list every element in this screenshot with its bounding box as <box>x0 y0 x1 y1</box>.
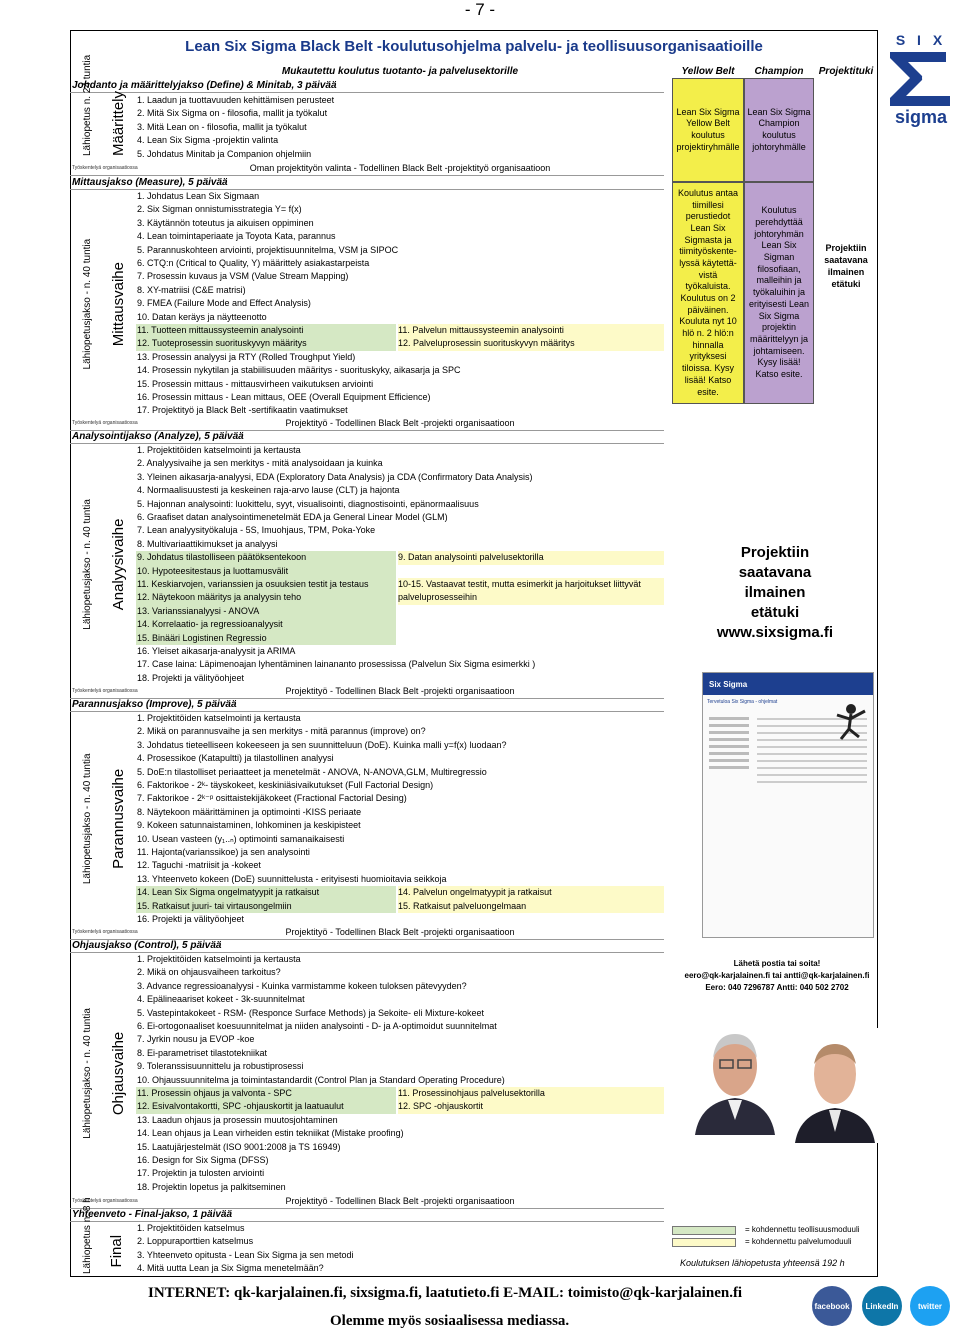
row-text: 8. XY-matriisi (C&E matrisi) <box>137 284 246 295</box>
column-champion: Champion <box>754 66 804 77</box>
table-row <box>136 378 664 391</box>
table-row <box>136 725 664 738</box>
table-row <box>136 203 664 216</box>
row-text: 4. Lean toimintaperiaate ja Toyota Kata, parannus <box>137 231 336 242</box>
table-row <box>136 364 664 377</box>
table-row <box>136 806 664 819</box>
row-text: 9. Johdatus tilastolliseen päätöksentekoon <box>136 551 396 564</box>
table-row <box>136 966 664 979</box>
sigma-icon <box>884 48 958 110</box>
org-work-line <box>70 1195 664 1208</box>
row-text: 14. Korrelaatio- ja regressioanalyysit <box>136 618 396 631</box>
row-text: 2. Analyysivaihe ja sen merkitys - mitä analysoidaan ja kuinka <box>137 458 383 469</box>
row-text: 1. Johdatus Lean Six Sigmaan <box>137 191 260 201</box>
section-header: Parannusjakso (Improve), 5 päivää <box>72 699 237 710</box>
table-row <box>136 538 664 551</box>
table-row <box>136 1007 664 1020</box>
row-text: 3. Advance regressioanalyysi - Kuinka varmistamme kokeen tuloksen pätevyyden? <box>137 980 467 991</box>
section-side-label: Lähiopetusjakso - n. 40 tuntia <box>82 753 93 885</box>
website-screenshot <box>702 672 874 938</box>
table-row <box>136 337 664 350</box>
table-row <box>136 217 664 230</box>
section-phase-label: Ohjausvaihe <box>110 1031 127 1116</box>
table-row <box>136 618 664 631</box>
row-text: 15. Binääri Logistinen Regressio <box>136 632 396 645</box>
contact-info <box>672 958 882 994</box>
table-row <box>136 257 664 270</box>
contact-emails[interactable]: eero@qk-karjalainen.fi tai antti@qk-karjalainen.fi <box>684 971 870 980</box>
person-icon <box>790 1028 880 1143</box>
table-row <box>136 1127 664 1140</box>
column-yellow-belt: Yellow Belt <box>681 66 735 77</box>
table-row <box>136 672 664 685</box>
table-row <box>136 524 664 537</box>
org-work-text: Projektityö - Todellinen Black Belt -projekti organisaatioon <box>285 927 515 937</box>
table-row <box>136 444 664 457</box>
row-text: 14. Lean Six Sigma ongelmatyypit ja ratkaisut <box>136 886 396 899</box>
row-text: 18. Projektin lopetus ja palkitseminen <box>137 1181 286 1192</box>
org-work-label: Työskentelyä organisaatiossa <box>72 165 138 171</box>
row-text: 10. Datan keräys ja näytteenotto <box>137 311 267 322</box>
section-header: Ohjausjakso (Control), 5 päivää <box>72 940 222 951</box>
row-text: 16. Prosessin mittaus - Lean mittaus, OEE (Overall Equipment Efficience) <box>137 392 431 402</box>
table-row <box>136 792 664 805</box>
row-text: 11. Hajonta(varianssikoe) ja sen analysointi <box>137 847 310 857</box>
table-row <box>136 244 664 257</box>
row-text: 6. CTQ:n (Critical to Quality, Y) määrittely asiakastarpeista <box>137 258 370 268</box>
facebook-icon[interactable]: facebook <box>812 1286 852 1326</box>
row-text: 13. Yhteenveto kokeen (DoE) suunnittelusta - erityisesti huomioitavia seikkoja <box>137 873 447 884</box>
section-phase-label: Parannusvaihe <box>110 769 127 870</box>
row-text: 17. Projektityö ja Black Belt -sertifikaatin vaatimukset <box>137 405 348 416</box>
row-text: 3. Käytännön toteutus ja aikuisen oppiminen <box>137 217 314 228</box>
row-text: 5. Johdatus Minitab ja Companion ohjelmiin <box>137 148 312 159</box>
row-text: 6. Faktorikoe - 2ᵏ- täyskokeet, keskiniäsivaikutukset (Full Factorial Design) <box>137 780 434 790</box>
table-row <box>136 107 664 120</box>
table-row <box>136 284 664 297</box>
website-heading: Tervetuloa Six Sigma - ohjelmat <box>707 699 778 705</box>
page-title: Lean Six Sigma Black Belt -koulutusohjelma palvelu- ja teollisuusorganisaatioille <box>185 38 763 55</box>
table-row <box>136 121 664 134</box>
section-phase-label: Määrittely <box>110 90 127 156</box>
section-phase-label: Analyysivaihe <box>110 518 127 611</box>
table-row <box>136 632 664 645</box>
table-row <box>136 1262 664 1275</box>
row-text: 8. Multivariaattikimukset ja analyysi <box>137 538 278 549</box>
table-row <box>136 980 664 993</box>
row-text: 4. Epälineaariset kokeet - 3k-suunnitelmat <box>137 994 305 1005</box>
row-text: 2. Mikä on ohjausvaiheen tarkoitus? <box>137 967 281 978</box>
row-text: 18. Projekti ja välityöohjeet <box>137 672 245 683</box>
table-row <box>136 1047 664 1060</box>
twitter-icon[interactable]: twitter <box>910 1286 950 1326</box>
row-text: 11. Prosessin ohjaus ja valvonta - SPC <box>136 1087 396 1100</box>
row-text: 9. Toleranssisuunnittelu ja robustiprosessi <box>137 1061 304 1072</box>
legend-green-swatch <box>672 1226 736 1235</box>
row-text: 7. Faktorikoe - 2ᵏ⁻ᵖ osittaistekijäkokeet (Fractional Factorial Desing) <box>137 793 407 804</box>
org-work-text: Projektityö - Todellinen Black Belt -projekti organisaatioon <box>285 686 515 696</box>
table-row <box>136 1141 664 1154</box>
champion-box: Lean Six Sigma Champion koulutus johtoryhmälle <box>744 78 814 182</box>
table-row <box>136 511 664 524</box>
table-row <box>136 1087 664 1100</box>
yellow-belt-description: Koulutus antaa tiimillesi perustiedot Lean Six Sigmasta ja tiimityöskente-lyssä käytettä-vistä työkaluista. Koulutus on 2 päiväinen. Koulutа nyt 10 hlö n. 2 hlö:n hinnalla yrityksesi tiloissa. Kysy lisää! Katso esite. <box>672 182 744 404</box>
legend-green-text: = kohdennettu teollisuusmoduuli <box>745 1225 860 1234</box>
row-text: 15. Laatujärjestelmät (ISO 9001:2008 ja TS 16949) <box>137 1141 341 1152</box>
table-row <box>136 1235 664 1248</box>
table-row <box>136 766 664 779</box>
table-row <box>136 752 664 765</box>
table-row <box>136 993 664 1006</box>
table-row <box>136 1154 664 1167</box>
champion-description: Koulutus perehdyttää johtoryhmän Lean Six Sigman filosofiaan, malleihin ja työkaluihin ja erityisesti Lean Six Sigma projektin määrittelyyn ja johtamiseen. Kysy lisää! Katso esite. <box>744 182 814 404</box>
promo-line-1: Projektiin <box>740 544 810 561</box>
row-service-text: 11. Prosessinohjaus palvelusektorilla <box>398 1087 664 1100</box>
row-text: 4. Lean Six Sigma -projektin valinta <box>137 135 279 146</box>
table-row <box>136 846 664 859</box>
row-text: 17. Case laina: Läpimenoajan lyhentäminen lainananto prosessissa (Palvelun Six Sigma esimerkki ) <box>137 659 536 670</box>
table-row <box>136 712 664 725</box>
row-text: 9. FMEA (Failure Mode and Effect Analysis) <box>137 298 311 309</box>
row-text: 3. Yleinen aikasarja-analyysi, EDA (Exploratory Data Analysis) ja CDA (Confirmatory Data Analysis) <box>137 471 533 482</box>
row-text: 6. Ei-ortogonaaliset koesuunnitelmat ja niiden analysointi - D- ja A-optimoidut suunnitelmat <box>137 1021 497 1031</box>
row-service-text: 10-15. Vastaavat testit, mutta esimerkit ja harjoitukset liittyvät <box>398 578 664 591</box>
section-header: Mittausjakso (Measure), 5 päivää <box>72 177 228 188</box>
table-row <box>136 658 664 671</box>
row-text: 7. Prosessin kuvaus ja VSM (Value Stream Mapping) <box>137 271 349 282</box>
table-row <box>136 1100 664 1113</box>
row-text: 16. Projekti ja välityöohjeet <box>137 914 245 924</box>
section-header: Analysointijakso (Analyze), 5 päivää <box>72 431 244 442</box>
row-text: 4. Mitä uutta Lean ja Six Sigma menetelmään? <box>137 1263 324 1274</box>
row-text: 13. Varianssianalyysi - ANOVA <box>136 605 396 618</box>
table-row <box>136 953 664 966</box>
row-text: 16. Yleiset aikasarja-analyysit ja ARIMA <box>137 646 296 656</box>
table-row <box>136 578 664 591</box>
row-text: 9. Kokeen satunnaistaminen, lohkominen ja keskipisteet <box>137 820 361 831</box>
row-text: 10. Hypoteesitestaus ja luottamusvälit <box>136 565 396 578</box>
row-text: 12. Taguchi -matriisit ja -kokeet <box>137 860 261 871</box>
table-row <box>136 1222 664 1235</box>
row-text: 3. Johdatus tieteelliseen kokeeseen ja sen suunnitteluun (DoE). Kuinka malli y=f(x) luodaan? <box>137 739 507 750</box>
table-row <box>136 471 664 484</box>
table-row <box>136 900 664 913</box>
website-sidebar <box>709 713 749 913</box>
logo-top-text: S I X <box>895 32 947 48</box>
org-work-label: Työskentelyä organisaatiossa <box>72 688 138 694</box>
row-text: 8. Näytekoon määrittäminen ja optimointi -KISS periaate <box>137 806 362 817</box>
org-work-label: Työskentelyä organisaatiossa <box>72 420 138 426</box>
footer-social-text: Olemme myös sosiaalisessa mediassa. <box>330 1313 570 1329</box>
table-row <box>136 605 664 618</box>
row-text: 5. Parannuskohteen arviointi, projektisuunnitelma, VSM ja SIPOC <box>137 244 399 255</box>
row-text: 14. Prosessin nykytilan ja stabiilisuuden määritys - suorituskyky, aikasarja ja SPC <box>137 365 461 376</box>
org-work-text: Projektityö - Todellinen Black Belt -projekti organisaatioon <box>285 1196 515 1206</box>
promo-line-4: etätuki <box>750 604 800 621</box>
table-row <box>136 190 664 203</box>
org-work-text: Oman projektityön valinta - Todellinen Black Belt -projektityö organisaatioon <box>249 163 551 173</box>
section-header: Johdanto ja määrittelyjakso (Define) & Minitab, 3 päivää <box>72 80 337 91</box>
table-row <box>136 94 664 107</box>
legend-yellow-swatch <box>672 1238 736 1247</box>
row-text: 15. Ratkaisut juuri- tai virtausongelmiin <box>136 900 396 913</box>
table-row <box>136 134 664 147</box>
row-text: 3. Yhteenveto opitusta - Lean Six Sigma ja sen metodi <box>137 1249 354 1260</box>
table-row <box>136 230 664 243</box>
table-row <box>136 913 664 926</box>
promo-line-3: ilmainen <box>744 584 806 601</box>
org-work-line <box>70 926 664 939</box>
row-text: 12. Näytekoon määritys ja analyysin teho <box>136 591 396 604</box>
table-row <box>136 645 664 658</box>
table-row <box>136 551 664 564</box>
logo-bottom-text: sigma <box>894 107 948 127</box>
table-row <box>136 779 664 792</box>
table-row <box>136 1020 664 1033</box>
section-side-label: Lähiopetusjakso - n. 40 tuntia <box>82 1008 93 1139</box>
table-row <box>136 404 664 417</box>
row-text: 4. Prosessikoe (Katapultti) ja tilastollinen analyysi <box>137 753 334 764</box>
table-row <box>136 148 664 161</box>
row-text: 13. Prosessin analyysi ja RTY (Rolled Troughput Yield) <box>137 351 356 362</box>
section-side-label: Lähiopetus n. 8 h <box>82 1196 93 1274</box>
project-support-text: Projektiin saatavana ilmainen etätuki <box>824 243 868 289</box>
table-row <box>136 1074 664 1087</box>
table-row <box>136 297 664 310</box>
column-project-support: Projektituki <box>818 66 874 77</box>
table-row <box>136 591 664 604</box>
table-row <box>136 873 664 886</box>
row-text: 14. Lean ohjaus ja Lean virheiden estin tekniikat (Mistake proofing) <box>137 1128 404 1139</box>
row-text: 11. Keskiarvojen, varianssien ja osuuksien testit ja testaus <box>136 578 396 591</box>
table-row <box>136 859 664 872</box>
row-text: 15. Prosessin mittaus - mittausvirheen vaikutuksen arviointi <box>137 378 374 389</box>
project-support-promo <box>700 543 850 643</box>
row-service-text: 9. Datan analysointi palvelusektorilla <box>398 551 664 564</box>
figure-icon <box>831 701 871 741</box>
table-row <box>136 270 664 283</box>
row-text: 11. Tuotteen mittaussysteemin analysointi <box>136 324 396 337</box>
org-work-label: Työskentelyä organisaatiossa <box>72 1198 138 1204</box>
table-row <box>136 457 664 470</box>
row-text: 2. Six Sigman onnistumisstrategia Y= f(x) <box>137 204 302 215</box>
row-text: 7. Lean analyysityökaluja - 5S, Imuohjaus, TPM, Poka-Yoke <box>137 525 376 536</box>
org-work-line <box>70 162 664 175</box>
row-text: 5. Hajonnan analysointi: luokittelu, syyt, visualisointi, diagnostisointi, epänormaalisuus <box>137 498 479 509</box>
row-text: 10. Ohjaussuunnitelma ja toimintastandardit (Control Plan ja Standard Operating Procedure) <box>137 1074 505 1085</box>
table-row <box>136 1249 664 1262</box>
section-side-label: Lähiopetusjakso - n. 40 tuntia <box>82 499 93 630</box>
section-header: Yhteenveto - Final-jakso, 1 päivää <box>72 1209 233 1220</box>
table-row <box>136 1167 664 1180</box>
row-service-text: palveluprosesseihin <box>398 591 664 604</box>
section-side-label: Lähiopetus n. 24 tuntia <box>82 54 93 156</box>
row-text: 10. Usean vasteen (y₁..ₙ) optimointi samanaikaisesti <box>137 833 345 844</box>
row-text: 3. Mitä Lean on - filosofia, mallit ja työkalut <box>137 121 307 132</box>
row-text: 4. Normaalisuustesti ja keskeinen raja-arvo lause (CLT) ja hajonta <box>137 485 400 496</box>
table-row <box>136 391 664 404</box>
table-row <box>136 1181 664 1194</box>
linkedin-icon[interactable]: LinkedIn <box>862 1286 902 1326</box>
row-text: 2. Loppuraporttien katselmus <box>137 1236 254 1247</box>
total-hours: Koulutuksen lähiopetusta yhteensä 192 h <box>680 1258 845 1268</box>
row-text: 1. Projektitöiden katselmointi ja kertausta <box>137 713 301 723</box>
row-text: 16. Design for Six Sigma (DFSS) <box>137 1155 269 1165</box>
row-service-text: 14. Palvelun ongelmatyypit ja ratkaisut <box>398 886 664 899</box>
promo-line-2: saatavana <box>738 564 812 581</box>
legend-yellow-text: = kohdennettu palvelumoduuli <box>745 1237 852 1246</box>
table-row <box>136 833 664 846</box>
org-work-label: Työskentelyä organisaatiossa <box>72 929 138 935</box>
section-side-label: Lähiopetusjakso - n. 40 tuntia <box>82 238 93 370</box>
row-text: 8. Ei-parametriset tilastotekniikat <box>137 1047 268 1058</box>
table-row <box>136 351 664 364</box>
row-text: 5. Vastepintakokeet - RSM- (Responce Surface Methods) ja Sekoite- eli Mixture-kokeet <box>137 1007 484 1018</box>
row-text: 1. Projektitöiden katselmus <box>137 1223 245 1233</box>
website-header <box>703 673 873 695</box>
table-row <box>136 819 664 832</box>
table-row <box>136 1033 664 1046</box>
portrait-photo-2 <box>790 1028 880 1143</box>
row-service-text: 15. Ratkaisut palveluongelmaan <box>398 900 664 913</box>
org-work-line <box>70 417 664 430</box>
website-brand: Six Sigma <box>709 679 748 689</box>
row-text: 6. Graafiset datan analysointimenetelmät EDA ja General Linear Model (GLM) <box>137 512 448 522</box>
table-row <box>136 739 664 752</box>
row-text: 1. Laadun ja tuottavuuden kehittämisen perusteet <box>137 95 335 105</box>
row-text: 12. Tuoteprosessin suorituskyvyn määritys <box>136 337 396 350</box>
row-text: 2. Mitä Six Sigma on - filosofia, mallit ja työkalut <box>137 108 328 119</box>
footer-contact-line[interactable]: INTERNET: qk-karjalainen.fi, sixsigma.fi, laatutieto.fi E-MAIL: toimisto@qk-karjalainen.fi <box>148 1285 743 1301</box>
portrait-photo-1 <box>690 1020 780 1135</box>
row-text: 2. Mikä on parannusvaihe ja sen merkitys - mitä parannus (improve) on? <box>137 726 426 737</box>
row-text: 12. Esivalvontakortti, SPC -ohjauskortit ja laatuaulut <box>136 1100 396 1113</box>
table-row <box>136 886 664 899</box>
row-service-text: 12. Palveluprosessin suorituskyvyn määritys <box>398 337 664 350</box>
row-service-text: 11. Palvelun mittaussysteemin analysointi <box>398 324 664 337</box>
divider <box>70 92 664 93</box>
table-row <box>136 498 664 511</box>
row-service-text: 12. SPC -ohjauskortit <box>398 1100 664 1113</box>
table-row <box>136 565 664 578</box>
contact-phones: Eero: 040 7296787 Antti: 040 502 2702 <box>705 983 849 992</box>
table-row <box>136 1114 664 1127</box>
yellow-belt-box: Lean Six Sigma Yellow Belt koulutus projektiryhmälle <box>672 78 744 182</box>
person-icon <box>690 1020 780 1135</box>
row-text: 5. DoE:n tilastolliset periaatteet ja menetelmät - ANOVA, N-ANOVA,GLM, Multiregressio <box>137 766 487 777</box>
page-subtitle: Mukautettu koulutus tuotanto- ja palvelusektorille <box>281 66 519 77</box>
promo-url[interactable]: www.sixsigma.fi <box>716 624 834 641</box>
page-number: - 7 - <box>464 0 496 19</box>
section-phase-label: Final <box>108 1234 125 1268</box>
row-text: 13. Laadun ohjaus ja prosessin muutosjohtaminen <box>137 1114 338 1125</box>
row-text: 1. Projektitöiden katselmointi ja kertausta <box>137 954 301 964</box>
table-row <box>136 311 664 324</box>
six-sigma-logo <box>884 32 958 136</box>
divider <box>70 175 664 176</box>
contact-line-1: Lähetä postia tai soita! <box>733 959 821 968</box>
row-text: 7. Jyrkin nousu ja EVOP -koe <box>137 1034 255 1045</box>
table-row <box>136 1060 664 1073</box>
org-work-text: Projektityö - Todellinen Black Belt -projekti organisaatioon <box>285 418 515 428</box>
row-text: 17. Projektin ja tulosten arviointi <box>137 1168 265 1179</box>
table-row <box>136 484 664 497</box>
section-phase-label: Mittausvaihe <box>110 261 127 347</box>
table-row <box>136 324 664 337</box>
org-work-line <box>70 685 664 698</box>
row-text: 1. Projektitöiden katselmointi ja kertausta <box>137 445 301 455</box>
